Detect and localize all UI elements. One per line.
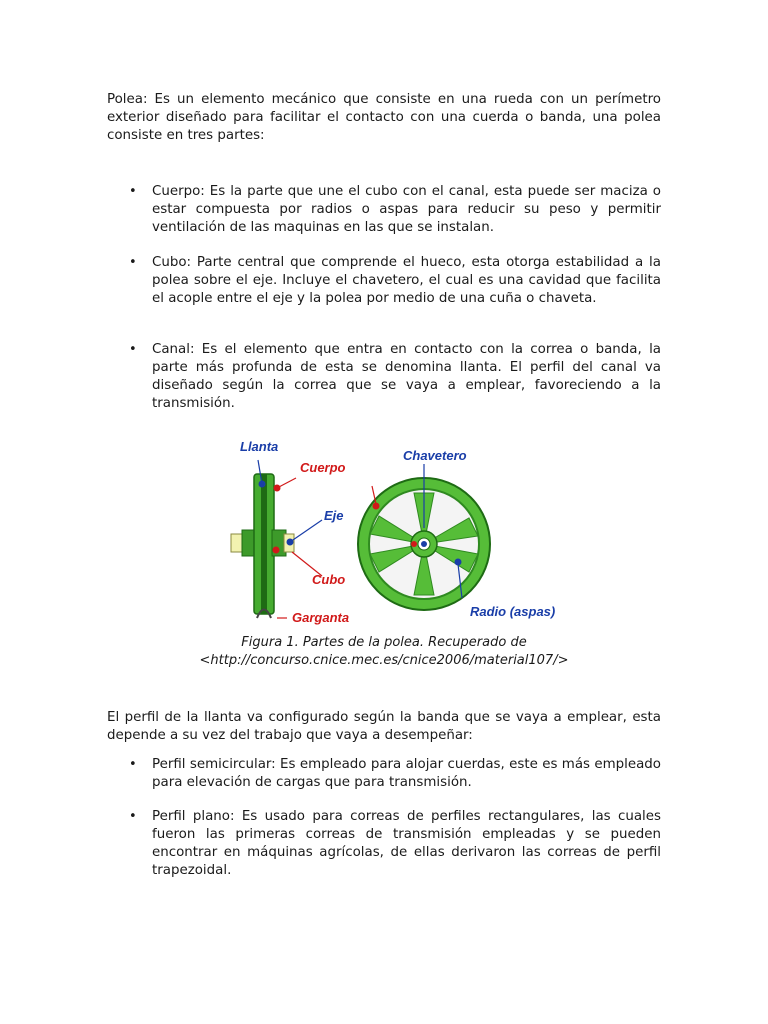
list-item-text: Cubo: Parte central que comprende el hueco, esta otorga estabilidad a la polea sobre el eje. Incluye el chavetero, el cual es una cavidad que facilita el acople entre el eje y la polea por medio de una cuña o chaveta. (152, 255, 661, 306)
bullet-icon: • (129, 342, 137, 357)
intro-paragraph: Polea: Es un elemento mecánico que consiste en una rueda con un perímetro exterior diseñado para facilitar el contacto con una cuerda o banda, una polea consiste en tres partes: (107, 92, 661, 143)
bullet-icon: • (129, 255, 137, 270)
list-item-perfil-semicircular (107, 756, 661, 792)
list-item-canal (107, 341, 661, 413)
list-item-text: Perfil semicircular: Es empleado para alojar cuerdas, este es más empleado para elevación de cargas que para transmisión. (152, 757, 661, 790)
bullet-icon: • (129, 757, 137, 772)
bullet-icon: • (129, 809, 137, 824)
pulley-side-view (231, 474, 294, 618)
profiles-list (107, 756, 661, 792)
caption-line: Figura 1. Partes de la polea. Recuperado de (241, 635, 527, 650)
label-llanta: Llanta (240, 439, 279, 454)
parts-list (107, 183, 661, 237)
label-cuerpo: Cuerpo (300, 460, 346, 475)
label-garganta: Garganta (292, 610, 350, 625)
label-radio-aspas: Radio (aspas) (470, 604, 556, 619)
caption-source-link: <http://concurso.cnice.mec.es/cnice2006/material107/> (199, 653, 569, 668)
parts-list (107, 341, 661, 413)
label-eje: Eje (324, 508, 344, 523)
parts-list (107, 254, 661, 308)
label-chavetero: Chavetero (403, 448, 467, 463)
profile-intro-paragraph: El perfil de la llanta va configurado según la banda que se vaya a emplear, esta depende a su vez del trabajo que vaya a desempeñar: (107, 710, 661, 743)
list-item-text: Cuerpo: Es la parte que une el cubo con el canal, esta puede ser maciza o estar compuesta por radios o aspas para reducir su peso y permitir ventilación de las maquinas en las que se instalan. (152, 184, 661, 235)
pulley-diagram (222, 436, 564, 628)
label-cubo: Cubo (312, 572, 346, 587)
profiles-list (107, 808, 661, 880)
figure-caption (107, 634, 661, 670)
axle-stub-left (231, 534, 243, 552)
list-item-text: Perfil plano: Es usado para correas de perfiles rectangulares, las cuales fueron las primeras correas de transmisión empleadas y se pueden encontrar en máquinas agrícolas, de ellas derivaron las correas de perfil trapezoidal. (152, 809, 661, 878)
list-item-cuerpo (107, 183, 661, 237)
list-item-cubo (107, 254, 661, 308)
bullet-icon: • (129, 184, 137, 199)
list-item-text: Canal: Es el elemento que entra en contacto con la correa o banda, la parte más profunda de esta se denomina llanta. El perfil del canal va diseñado según la correa que se vaya a emplear, favoreciendo a la transmisión. (152, 342, 661, 411)
list-item-perfil-plano (107, 808, 661, 880)
groove-rim (261, 474, 267, 614)
